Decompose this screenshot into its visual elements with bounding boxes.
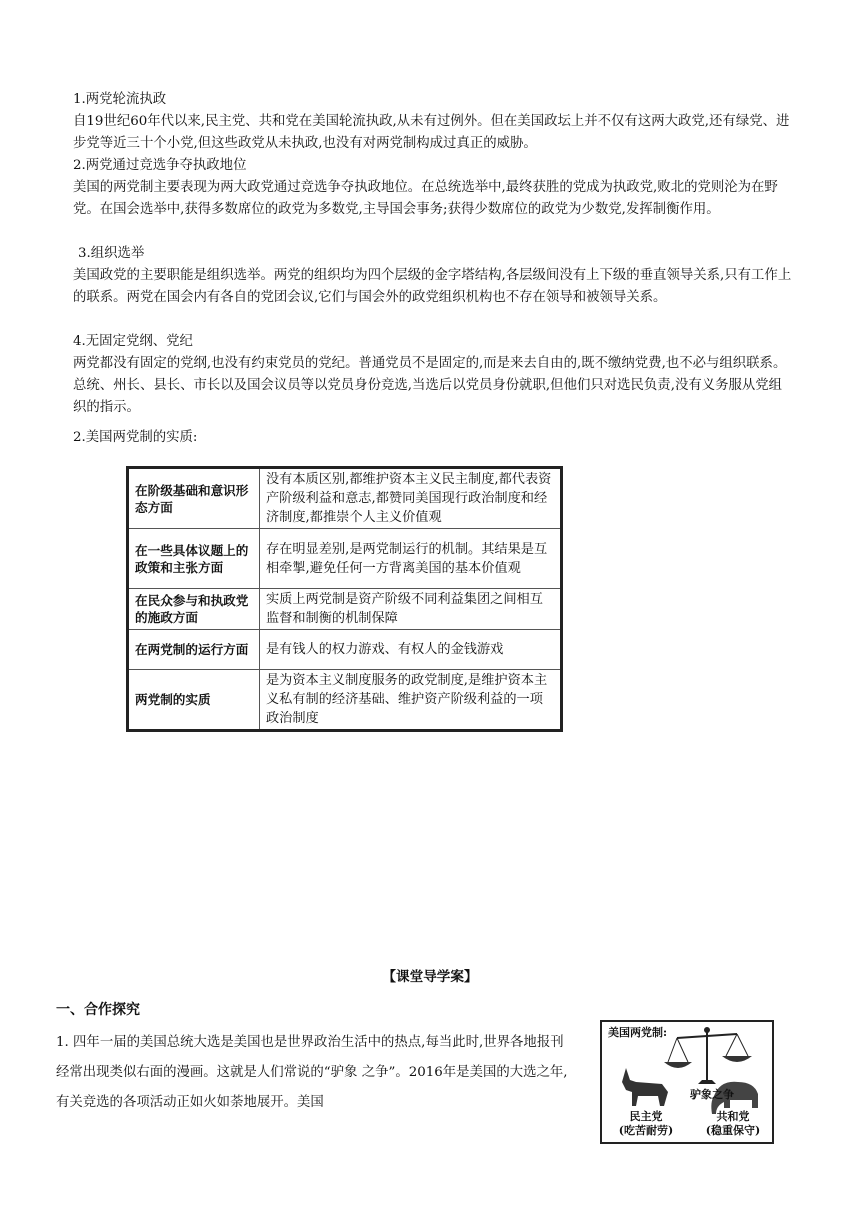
section-3-body: 美国政党的主要职能是组织选举。两党的组织均为四个层级的金字塔结构,各层级间没有上下级的垂直领导关系,只有工作上的联系。两党在国会内有各自的党团会议,它们与国会外的政党组织机构也不存在领导和被领导关系。 bbox=[73, 268, 792, 305]
section-4-body: 两党都没有固定的党纲,也没有约束党员的党纪。普通党员不是固定的,而是来去自由的,既不缴纳党费,也不必与组织联系。总统、州长、县长、市长以及国会议员等以党员身份竞选,当选后以党员身份就职,但他们只对选民负责,没有义务服从党组织的指示。 bbox=[73, 356, 787, 415]
republican-party-label: 共和党 bbox=[716, 1110, 750, 1123]
essence-heading: 2.美国两党制的实质: bbox=[73, 430, 198, 445]
cartoon-left-label bbox=[616, 1110, 676, 1138]
section-2-body: 美国的两党制主要表现为两大政党通过竞选争夺执政地位。在总统选举中,最终获胜的党成为执政党,败北的党则沦为在野党。在国会选举中,获得多数席位的政党为多数党,主导国会事务;获得少数席位的政党为少数党,发挥制衡作用。 bbox=[73, 180, 778, 217]
section-1-body: 自19世纪60年代以来,民主党、共和党在美国轮流执政,从未有过例外。但在美国政坛上并不仅有这两大政党,还有绿党、进步党等近三十个小党,但这些政党从未执政,也没有对两党制构成过真正的威胁。 bbox=[73, 114, 790, 151]
table-value-cell: 实质上两党制是资产阶级不同利益集团之间相互监督和制衡的机制保障 bbox=[260, 589, 562, 630]
section-4-heading: 4.无固定党纲、党纪 bbox=[73, 334, 193, 349]
part-one-heading: 一、合作探究 bbox=[56, 1002, 140, 1018]
democratic-party-label: 民主党 bbox=[629, 1110, 663, 1123]
table-value-cell: 存在明显差别,是两党制运行的机制。其结果是互相牵掣,避免任何一方背离美国的基本价值观 bbox=[260, 529, 562, 589]
table-value-cell: 是为资本主义制度服务的政党制度,是维护资本主义私有制的经济基础、维护资产阶级利益的一项政治制度 bbox=[260, 670, 562, 731]
essence-table bbox=[126, 466, 563, 732]
classroom-title: 【课堂导学案】 bbox=[382, 969, 478, 985]
table-key-cell: 在一些具体议题上的政策和主张方面 bbox=[128, 529, 260, 589]
cartoon-title: 美国两党制: bbox=[608, 1026, 668, 1039]
section-2-heading: 2.两党通过竞选争夺执政地位 bbox=[73, 158, 247, 173]
donkey-elephant-cartoon bbox=[600, 1020, 774, 1144]
table-value-cell: 是有钱人的权力游戏、有权人的金钱游戏 bbox=[260, 630, 562, 670]
section-3-heading: 3.组织选举 bbox=[78, 246, 145, 261]
table-key-cell: 两党制的实质 bbox=[128, 670, 260, 731]
table-key-cell: 在两党制的运行方面 bbox=[128, 630, 260, 670]
democratic-party-sub: (吃苦耐劳) bbox=[618, 1124, 674, 1137]
republican-party-sub: (稳重保守) bbox=[705, 1124, 761, 1137]
question-1: 1. 四年一届的美国总统大选是美国也是世界政治生活中的热点,每当此时,世界各地报刊经常出现类似右面的漫画。这就是人们常说的“驴象 之争”。2016年是美国的大选之年,有关竞选的各项活动正如火如荼地展开。美国 bbox=[56, 1035, 568, 1110]
table-row bbox=[128, 468, 562, 529]
table-row bbox=[128, 529, 562, 589]
table-row bbox=[128, 630, 562, 670]
table-value-cell: 没有本质区别,都维护资本主义民主制度,都代表资产阶级利益和意志,都赞同美国现行政治制度和经济制度,都推崇个人主义价值观 bbox=[260, 468, 562, 529]
section-1-heading: 1.两党轮流执政 bbox=[73, 92, 167, 107]
table-row bbox=[128, 589, 562, 630]
table-key-cell: 在阶级基础和意识形态方面 bbox=[128, 468, 260, 529]
table-key-cell: 在民众参与和执政党的施政方面 bbox=[128, 589, 260, 630]
cartoon-center-label: 驴象之争 bbox=[690, 1088, 734, 1101]
table-row bbox=[128, 670, 562, 731]
cartoon-right-label bbox=[702, 1110, 764, 1138]
